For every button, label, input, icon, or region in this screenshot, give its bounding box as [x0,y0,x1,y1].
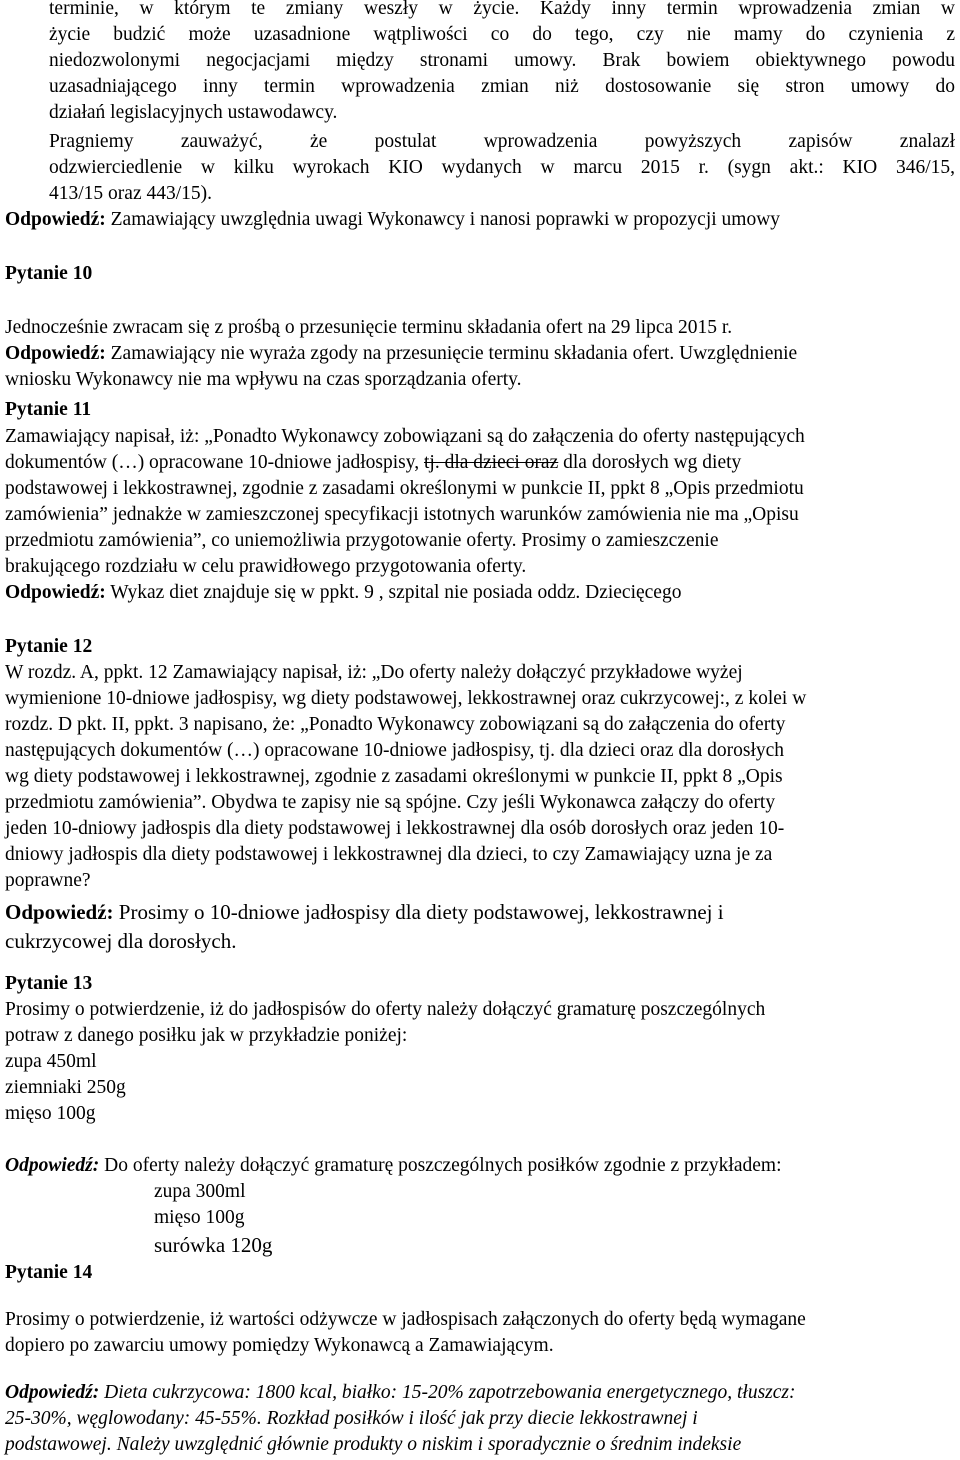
question-text: Jednocześnie zwracam się z prośbą o przesunięcie terminu składania ofert na 29 lipca 2015 r. [5,317,733,338]
answer-label: Odpowiedź: [5,343,106,364]
question-text: Zamawiający napisał, iż: „Ponadto Wykonawcy zobowiązani są do załączenia do oferty następujących [5,426,805,447]
answer-line: zupa 300ml [154,1181,246,1202]
question-text: Prosimy o potwierdzenie, iż wartości odżywcze w jadłospisach załączonych do oferty będą wymagane [5,1309,806,1330]
answer-line [5,341,797,367]
question-text: dniowy jadłospis dla diety podstawowej i lekkostrawnej dla dzieci, to czy Zamawiający uzna je za [5,844,773,865]
question-text: mięso 100g [5,1103,96,1124]
answer-line [5,580,681,606]
answer-line [5,899,724,925]
question-text: rozdz. D pkt. II, ppkt. 3 napisano, że: „Ponadto Wykonawcy zobowiązani są do załączenia do oferty [5,714,786,735]
answer-label: Odpowiedź: [5,900,114,924]
question-heading: Pytanie 14 [5,1262,93,1283]
answer-line: mięso 100g [154,1207,245,1228]
answer-text: Zamawiający uwzględnia uwagi Wykonawcy i nanosi poprawki w propozycji umowy [105,209,781,230]
paragraph-line: działań legislacyjnych ustawodawcy. [49,102,338,123]
question-heading: Pytanie 13 [5,973,93,994]
answer-label: Odpowiedź: [5,1155,100,1176]
question-text: poprawne? [5,870,91,891]
answer-line: cukrzycowej dla dorosłych. [5,929,237,953]
answer-text: Dieta cukrzycowa: 1800 kcal, białko: 15-20% zapotrzebowania energetycznego, tłuszcz: [99,1382,796,1403]
answer-label: Odpowiedź: [5,209,106,230]
strikethrough-text: tj. dla dzieci oraz [423,452,559,473]
question-heading: Pytanie 12 [5,636,93,657]
question-text: zamówienia” jednakże w zamieszczonej specyfikacji istotnych warunków zamówienia nie ma „Opisu [5,504,799,525]
answer-line: podstawowej. Należy uwzględnić głównie produkty o niskim i sporadycznie o średnim indeksie [5,1434,742,1455]
question-text: przedmiotu zamówienia”, co uniemożliwia przygotowanie oferty. Prosimy o zamieszczenie [5,530,719,551]
paragraph-line: odzwierciedlenie w kilku wyrokach KIO wydanych w marcu 2015 r. (sygn akt.: KIO 346/15, [49,157,955,178]
question-heading: Pytanie 11 [5,399,92,420]
answer-text: Do oferty należy dołączyć gramaturę poszczególnych posiłków zgodnie z przykładem: [99,1155,782,1176]
question-text: wymienione 10-dniowe jadłospisy, wg diety podstawowej, lekkostrawnej oraz cukrzycowej:, z kolei w [5,688,807,709]
question-text: potraw z danego posiłku jak w przykładzie poniżej: [5,1025,408,1046]
answer-line [5,1380,796,1406]
paragraph-line: życie budzić może uzasadnione wątpliwości co do tego, czy nie mamy do czynienia z [49,24,955,45]
paragraph-line: 413/15 oraz 443/15). [49,183,213,204]
paragraph-line: niedozwolonymi negocjacjami między stronami umowy. Brak bowiem obiektywnego powodu [49,50,955,71]
question-text: podstawowej i lekkostrawnej, zgodnie z zasadami określonymi w punkcie II, ppkt 8 „Opis przedmiotu [5,478,804,499]
question-text: ziemniaki 250g [5,1077,126,1098]
question-text: następujących dokumentów (…) opracowane 10-dniowe jadłospisy, tj. dla dzieci oraz dla dorosłych [5,740,785,761]
paragraph-line: terminie, w którym te zmiany weszły w życie. Każdy inny termin wprowadzenia zmian w [49,0,955,19]
paragraph-line: uzasadniającego inny termin wprowadzenia zmian niż dostosowanie się stron umowy do [49,76,955,97]
answer-line: wniosku Wykonawcy nie ma wpływu na czas sporządzania oferty. [5,369,522,390]
answer-line: surówka 120g [154,1233,273,1257]
text-span: dokumentów (…) opracowane 10-dniowe jadłospisy, [5,452,424,473]
question-text [5,450,741,476]
text-span: dla dorosłych wg diety [558,452,742,473]
answer-text: Wykaz diet znajduje się w ppkt. 9 , szpital nie posiada oddz. Dziecięcego [105,582,682,603]
answer-text: Prosimy o 10-dniowe jadłospisy dla diety podstawowej, lekkostrawnej i [113,900,724,924]
answer-text: Zamawiający nie wyraża zgody na przesunięcie terminu składania ofert. Uwzględnienie [105,343,798,364]
question-heading: Pytanie 10 [5,263,93,284]
question-text: przedmiotu zamówienia”. Obydwa te zapisy nie są spójne. Czy jeśli Wykonawca załączy do oferty [5,792,776,813]
answer-label: Odpowiedź: [5,1382,100,1403]
question-text: W rozdz. A, ppkt. 12 Zamawiający napisał, iż: „Do oferty należy dołączyć przykładowe wyżej [5,662,743,683]
answer-label: Odpowiedź: [5,582,106,603]
question-text: zupa 450ml [5,1051,97,1072]
question-text: brakującego rozdziału w celu prawidłowego przygotowania oferty. [5,556,527,577]
answer-line [5,1153,781,1179]
answer-line [5,207,780,233]
answer-line: 25-30%, węglowodany: 45-55%. Rozkład posiłków i ilość jak przy diecie lekkostrawnej i [5,1408,698,1429]
question-text: dopiero po zawarciu umowy pomiędzy Wykonawcą a Zamawiającym. [5,1335,554,1356]
paragraph-line: Pragniemy zauważyć, że postulat wprowadzenia powyższych zapisów znalazł [49,131,955,152]
question-text: Prosimy o potwierdzenie, iż do jadłospisów do oferty należy dołączyć gramaturę poszczególnych [5,999,766,1020]
question-text: jeden 10-dniowy jadłospis dla diety podstawowej i lekkostrawnej dla osób dorosłych oraz jeden 10- [5,818,785,839]
question-text: wg diety podstawowej i lekkostrawnej, zgodnie z zasadami określonymi w punkcie II, ppkt 8 „Opis [5,766,783,787]
